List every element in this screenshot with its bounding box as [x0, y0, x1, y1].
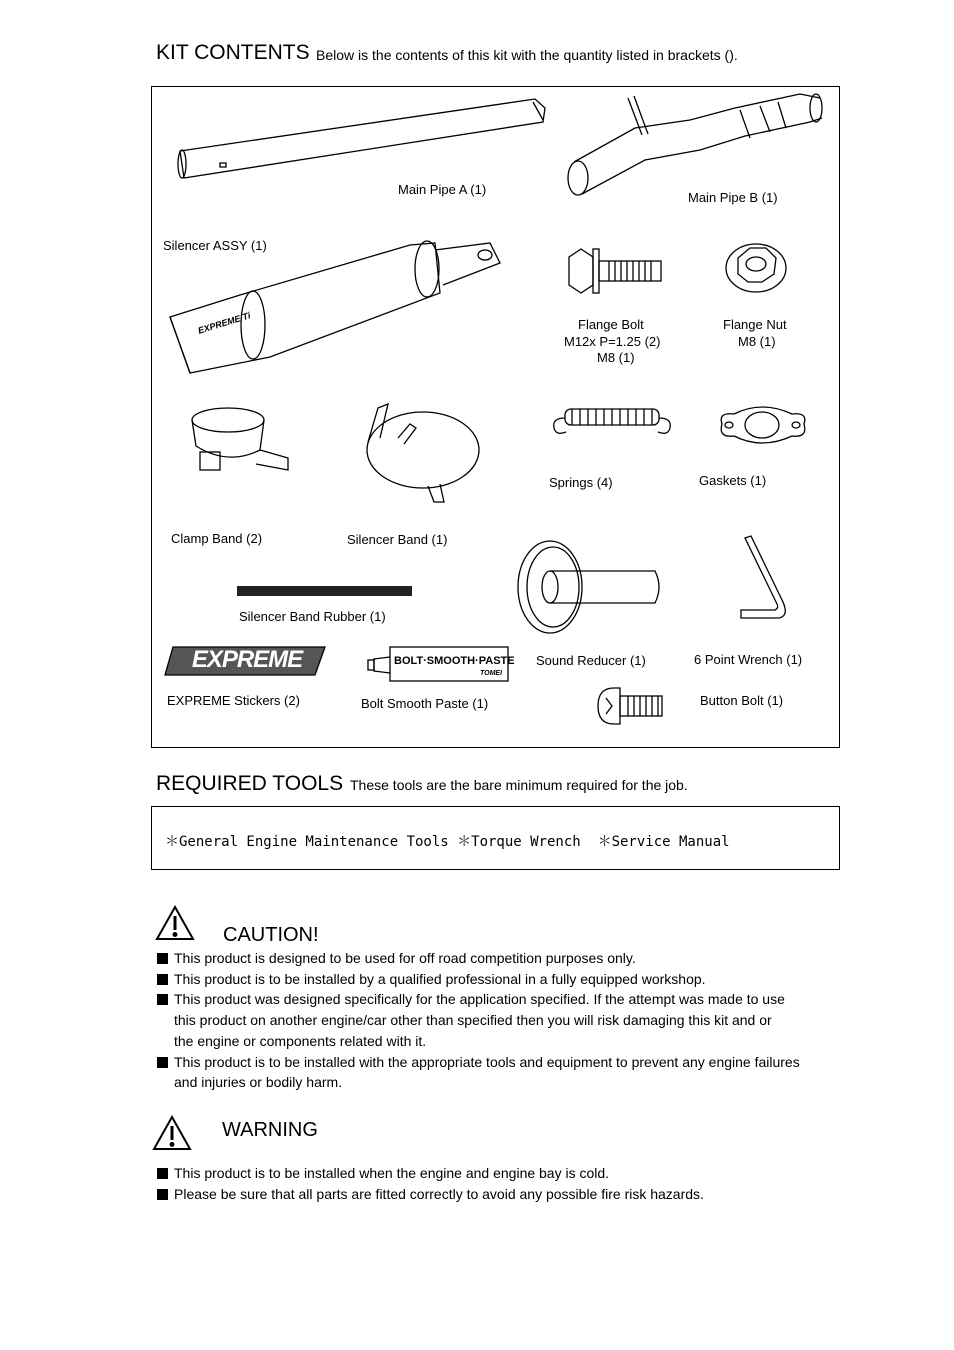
silencer-band-image [358, 398, 483, 506]
bullet-square-icon [157, 1057, 168, 1068]
required-tools-list: ＊General Engine Maintenance Tools ＊Torque Wrench ＊Service Manual [165, 834, 730, 850]
silencer-brand-text: EXPREME Ti [196, 310, 252, 336]
flange-bolt-label: Flange Bolt [578, 317, 644, 332]
warning-triangle-icon [155, 905, 195, 941]
main-pipe-b-image [560, 90, 830, 200]
kit-contents-subheading: Below is the contents of this kit with the quantity listed in brackets (). [316, 47, 738, 63]
six-point-wrench-label: 6 Point Wrench (1) [694, 652, 803, 667]
expreme-stickers-label: EXPREME Stickers (2) [167, 693, 300, 708]
sound-reducer-image [515, 535, 670, 635]
silencer-assy-label: Silencer ASSY (1) [163, 238, 267, 253]
silencer-band-rubber-image [237, 586, 412, 596]
silencer-band-label: Silencer Band (1) [347, 532, 448, 547]
kit-contents-heading: KIT CONTENTS [156, 41, 310, 64]
bullet-square-icon [157, 974, 168, 985]
main-pipe-a-label: Main Pipe A (1) [398, 182, 487, 197]
caution-heading: CAUTION! [223, 924, 319, 946]
expreme-sticker-text: EXPREME [191, 646, 303, 673]
caution-bullet: This product is to be installed by a qualified professional in a fully equipped workshop. [157, 969, 706, 990]
main-pipe-a-image [175, 94, 550, 184]
button-bolt-label: Button Bolt (1) [700, 693, 784, 708]
clamp-band-label: Clamp Band (2) [171, 531, 263, 546]
warning-bullet: Please be sure that all parts are fitted correctly to avoid any possible fire risk hazards. [157, 1184, 704, 1205]
warning-bullet: This product is to be installed when the engine and engine bay is cold. [157, 1163, 609, 1184]
clamp-band-image [188, 404, 298, 479]
gaskets-label: Gaskets (1) [699, 473, 767, 488]
paste-tube-text: BOLT·SMOOTH·PASTE [394, 655, 515, 667]
flange-bolt-size-2: M8 (1) [597, 350, 635, 365]
warning-heading: WARNING [222, 1119, 318, 1141]
flange-bolt-size-1: M12x P=1.25 (2) [564, 334, 661, 349]
silencer-assy-image [165, 235, 510, 375]
bullet-square-icon [157, 1189, 168, 1200]
sound-reducer-label: Sound Reducer (1) [536, 653, 646, 668]
required-tools-subheading: These tools are the bare minimum required for the job. [350, 777, 688, 793]
button-bolt-image [596, 684, 668, 729]
springs-label: Springs (4) [549, 475, 613, 490]
required-tools-heading: REQUIRED TOOLS [156, 772, 344, 795]
caution-bullet: This product was designed specifically for the application specified. If the attempt was made to use [157, 989, 785, 1010]
caution-bullet-continuation: the engine or components related with it. [174, 1033, 427, 1049]
caution-bullet: This product is designed to be used for off road competition purposes only. [157, 948, 636, 969]
flange-bolt-image [565, 245, 665, 300]
main-pipe-b-label: Main Pipe B (1) [688, 190, 778, 205]
bullet-square-icon [157, 953, 168, 964]
bullet-square-icon [157, 994, 168, 1005]
gasket-image [712, 402, 812, 452]
paste-tube-brand: TOMEI [480, 670, 503, 677]
warning-triangle-icon [152, 1115, 192, 1151]
flange-nut-size: M8 (1) [738, 334, 776, 349]
caution-bullet: This product is to be installed with the appropriate tools and equipment to prevent any engine failures [157, 1052, 800, 1073]
caution-bullet-continuation: this product on another engine/car other than specified then you will risk damaging this kit and or [174, 1012, 772, 1028]
flange-nut-image [724, 240, 789, 295]
flange-nut-label: Flange Nut [723, 317, 787, 332]
six-point-wrench-image [735, 530, 795, 625]
silencer-band-rubber-label: Silencer Band Rubber (1) [239, 609, 386, 624]
bolt-smooth-paste-label: Bolt Smooth Paste (1) [361, 696, 489, 711]
caution-bullet-continuation: and injuries or bodily harm. [174, 1074, 343, 1090]
springs-image [550, 404, 675, 444]
bullet-square-icon [157, 1168, 168, 1179]
